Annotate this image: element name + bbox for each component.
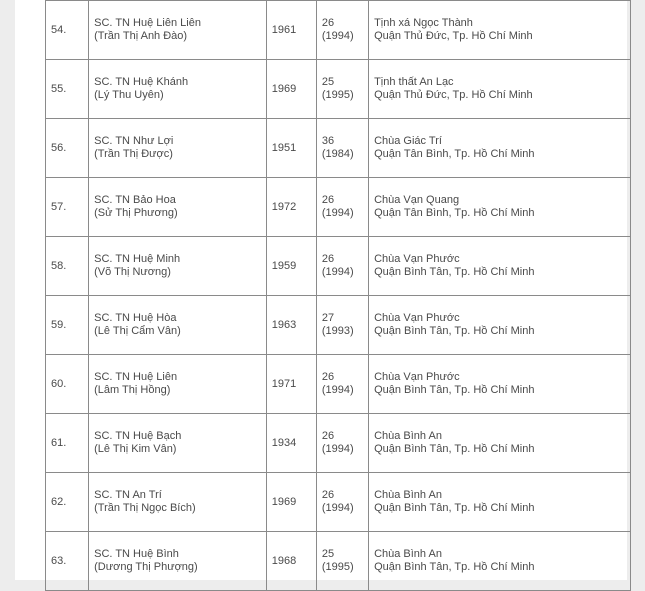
ordination-year: (1993) <box>321 325 354 337</box>
row-number: 60. <box>46 355 89 414</box>
district: Quận Bình Tân, Tp. Hồ Chí Minh <box>374 384 535 396</box>
district: Quận Thủ Đức, Tp. Hồ Chí Minh <box>374 89 533 101</box>
row-number: 57. <box>46 178 89 237</box>
birth-year: 1972 <box>266 178 316 237</box>
row-number: 62. <box>46 473 89 532</box>
temple: Chùa Vạn Phước <box>374 253 460 265</box>
age-cell <box>316 178 368 237</box>
temple: Tịnh thất An Lạc <box>374 76 454 88</box>
lay-name: (Lý Thu Uyên) <box>94 89 164 101</box>
dharma-name: SC. TN Bảo Hoa <box>94 194 176 206</box>
birth-year: 1968 <box>266 532 316 591</box>
ordination-year: (1984) <box>321 148 354 160</box>
place-cell <box>369 60 631 119</box>
district: Quận Bình Tân, Tp. Hồ Chí Minh <box>374 443 535 455</box>
age-cell <box>316 532 368 591</box>
age: 26 <box>321 17 335 29</box>
district: Quận Bình Tân, Tp. Hồ Chí Minh <box>374 561 535 573</box>
district: Quận Bình Tân, Tp. Hồ Chí Minh <box>374 502 535 514</box>
dharma-name: SC. TN Huệ Khánh <box>94 76 189 88</box>
temple: Chùa Bình An <box>374 430 442 442</box>
temple: Tịnh xá Ngọc Thành <box>374 17 473 29</box>
age: 25 <box>321 548 335 560</box>
place-cell <box>369 414 631 473</box>
table-row <box>46 1 631 60</box>
place-cell <box>369 119 631 178</box>
dharma-name: SC. TN Huệ Bạch <box>94 430 182 442</box>
district: Quận Bình Tân, Tp. Hồ Chí Minh <box>374 266 535 278</box>
age-cell <box>316 414 368 473</box>
birth-year: 1969 <box>266 473 316 532</box>
age-cell <box>316 355 368 414</box>
birth-year: 1934 <box>266 414 316 473</box>
age-cell <box>316 60 368 119</box>
table-row <box>46 414 631 473</box>
ordination-year: (1994) <box>321 384 354 396</box>
lay-name: (Lê Thị Kim Vân) <box>94 443 177 455</box>
ordination-year: (1994) <box>321 207 354 219</box>
table-row <box>46 237 631 296</box>
dharma-name: SC. TN Huệ Hòa <box>94 312 177 324</box>
age-cell <box>316 119 368 178</box>
dharma-name: SC. TN Huệ Bình <box>94 548 179 560</box>
district: Quận Tân Bình, Tp. Hồ Chí Minh <box>374 148 535 160</box>
age: 26 <box>321 253 335 265</box>
name-cell <box>89 414 267 473</box>
birth-year: 1961 <box>266 1 316 60</box>
birth-year: 1951 <box>266 119 316 178</box>
age: 26 <box>321 489 335 501</box>
age: 25 <box>321 76 335 88</box>
place-cell <box>369 296 631 355</box>
birth-year: 1959 <box>266 237 316 296</box>
temple: Chùa Vạn Phước <box>374 371 460 383</box>
row-number: 54. <box>46 1 89 60</box>
temple: Chùa Vạn Quang <box>374 194 460 206</box>
row-number: 56. <box>46 119 89 178</box>
lay-name: (Võ Thị Nương) <box>94 266 171 278</box>
table-row <box>46 296 631 355</box>
ordination-year: (1995) <box>321 561 354 573</box>
dharma-name: SC. TN Huệ Liên <box>94 371 178 383</box>
table-row <box>46 119 631 178</box>
district: Quận Tân Bình, Tp. Hồ Chí Minh <box>374 207 535 219</box>
age: 26 <box>321 430 335 442</box>
district: Quận Thủ Đức, Tp. Hồ Chí Minh <box>374 30 533 42</box>
place-cell <box>369 532 631 591</box>
dharma-name: SC. TN Huệ Liên Liên <box>94 17 201 29</box>
ordination-table <box>45 0 631 591</box>
lay-name: (Lê Thị Cẩm Vân) <box>94 325 181 337</box>
table-row <box>46 473 631 532</box>
temple: Chùa Giác Trí <box>374 135 442 147</box>
table-row <box>46 532 631 591</box>
row-number: 58. <box>46 237 89 296</box>
table-row <box>46 60 631 119</box>
age-cell <box>316 296 368 355</box>
row-number: 63. <box>46 532 89 591</box>
age-cell <box>316 1 368 60</box>
ordination-year: (1994) <box>321 443 354 455</box>
temple: Chùa Bình An <box>374 548 442 560</box>
birth-year: 1963 <box>266 296 316 355</box>
name-cell <box>89 119 267 178</box>
dharma-name: SC. TN An Trí <box>94 489 162 501</box>
lay-name: (Trần Thị Anh Đào) <box>94 30 188 42</box>
dharma-name: SC. TN Huệ Minh <box>94 253 181 265</box>
table-body <box>46 1 631 591</box>
ordination-year: (1994) <box>321 266 354 278</box>
name-cell <box>89 296 267 355</box>
birth-year: 1971 <box>266 355 316 414</box>
temple: Chùa Bình An <box>374 489 442 501</box>
ordination-year: (1995) <box>321 89 354 101</box>
row-number: 61. <box>46 414 89 473</box>
name-cell <box>89 473 267 532</box>
name-cell <box>89 237 267 296</box>
row-number: 55. <box>46 60 89 119</box>
place-cell <box>369 355 631 414</box>
name-cell <box>89 178 267 237</box>
lay-name: (Trần Thị Ngọc Bích) <box>94 502 196 514</box>
lay-name: (Sử Thị Phương) <box>94 207 178 219</box>
place-cell <box>369 178 631 237</box>
name-cell <box>89 60 267 119</box>
age: 26 <box>321 194 335 206</box>
temple: Chùa Vạn Phước <box>374 312 460 324</box>
row-number: 59. <box>46 296 89 355</box>
age-cell <box>316 473 368 532</box>
name-cell <box>89 532 267 591</box>
name-cell <box>89 355 267 414</box>
district: Quận Bình Tân, Tp. Hồ Chí Minh <box>374 325 535 337</box>
lay-name: (Dương Thị Phượng) <box>94 561 198 573</box>
dharma-name: SC. TN Như Lợi <box>94 135 174 147</box>
lay-name: (Lâm Thị Hồng) <box>94 384 171 396</box>
age: 26 <box>321 371 335 383</box>
lay-name: (Trần Thị Được) <box>94 148 173 160</box>
page-content <box>15 0 627 580</box>
table-row <box>46 355 631 414</box>
birth-year: 1969 <box>266 60 316 119</box>
name-cell <box>89 1 267 60</box>
ordination-year: (1994) <box>321 30 354 42</box>
ordination-year: (1994) <box>321 502 354 514</box>
place-cell <box>369 1 631 60</box>
place-cell <box>369 473 631 532</box>
age: 27 <box>321 312 335 324</box>
age: 36 <box>321 135 335 147</box>
table-row <box>46 178 631 237</box>
place-cell <box>369 237 631 296</box>
age-cell <box>316 237 368 296</box>
